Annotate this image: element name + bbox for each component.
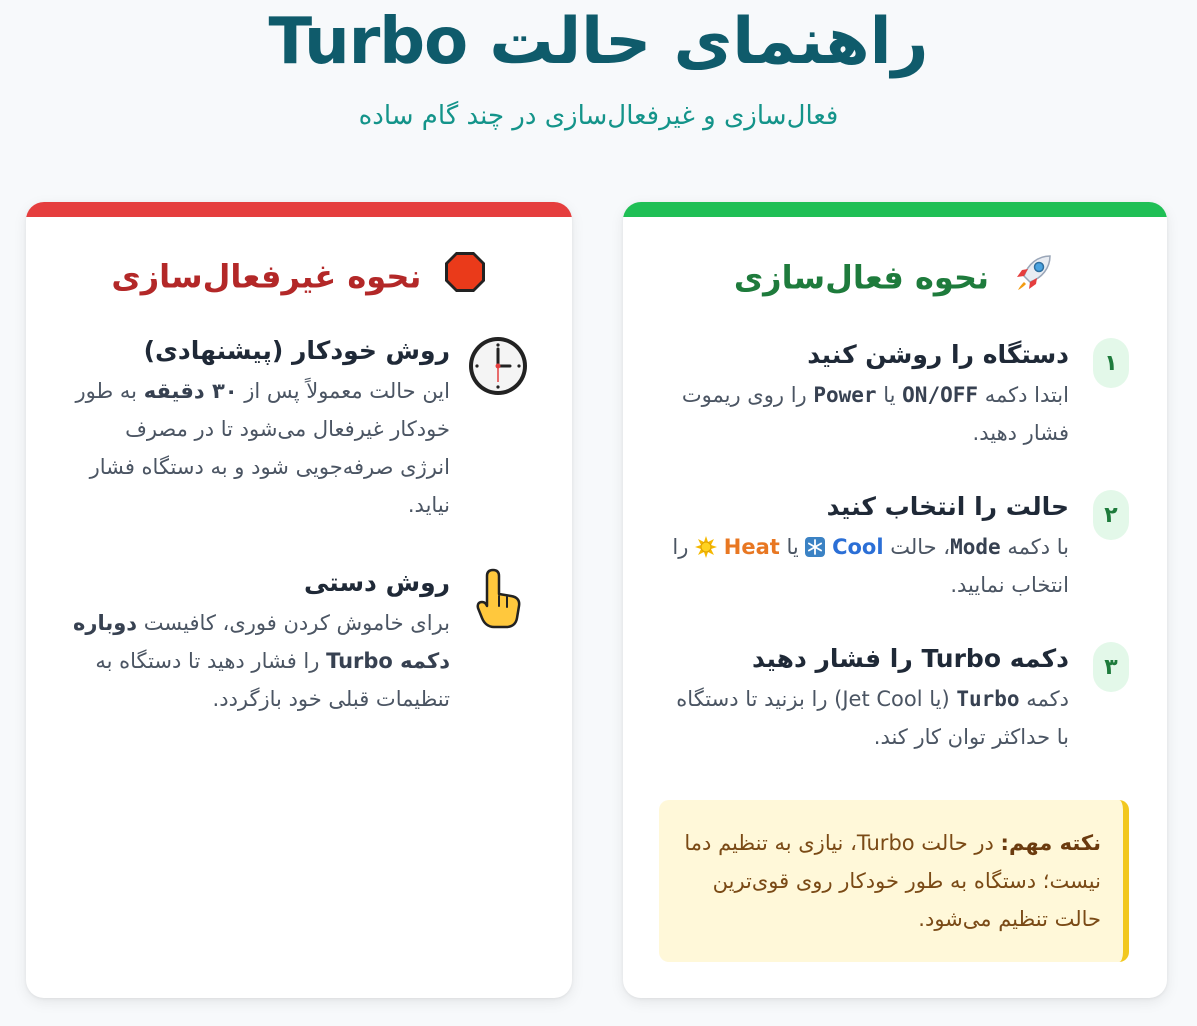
rocket-icon	[1010, 250, 1056, 309]
step-text-part: ابتدا دکمه	[978, 383, 1069, 407]
step-text-part: یا	[779, 535, 806, 559]
page-subtitle: فعال‌سازی و غیرفعال‌سازی در چند گام ساده	[358, 101, 839, 131]
snowflake-icon	[805, 535, 825, 559]
pointing-hand-icon	[466, 566, 530, 630]
step-title: دکمه Turbo را فشار دهید	[752, 644, 1069, 673]
deactivation-accent-bar	[26, 202, 572, 217]
clock-icon	[466, 334, 530, 398]
key-power: Power	[813, 383, 877, 407]
step-2	[659, 490, 1129, 610]
page-title: راهنمای حالت Turbo	[268, 5, 929, 79]
key-on-off: ON/OFF	[902, 383, 979, 407]
deactivation-title-text: نحوه غیرفعال‌سازی	[111, 257, 422, 296]
method-manual	[70, 566, 530, 726]
step-text-part: یا	[876, 383, 903, 407]
method-title: روش دستی	[303, 568, 450, 597]
activation-title	[623, 250, 1167, 309]
note-text: در حالت Turbo، نیازی به تنظیم دما نیست؛ دستگاه به طور خودکار روی قوی‌ترین حالت تنظیم می‌شود.	[684, 831, 1101, 931]
activation-card	[623, 202, 1167, 998]
method-body	[70, 566, 450, 718]
method-automatic	[70, 334, 530, 534]
important-note	[659, 800, 1129, 962]
step-text-part: ، حالت	[883, 535, 951, 559]
step-text-part: را انتخاب نمایید.	[672, 535, 1069, 597]
method-text-part: را فشار دهید تا دستگاه به تنظیمات قبلی خود بازگردد.	[95, 649, 450, 711]
method-text	[70, 604, 450, 718]
mode-cool: Cool	[832, 535, 884, 559]
step-title: دستگاه را روشن کنید	[807, 340, 1069, 369]
step-body	[669, 338, 1069, 452]
step-text-part: (یا Jet Cool) را بزنید تا دستگاه با حداکثر توان کار کند.	[676, 687, 1069, 749]
step-number-badge: ۱	[1093, 338, 1129, 388]
header	[0, 0, 1197, 134]
step-1	[659, 338, 1129, 458]
action-highlight: دوباره دکمه	[72, 611, 450, 673]
deactivation-card	[26, 202, 572, 998]
method-text-part: به طور خودکار غیرفعال می‌شود تا در مصرف انرژی صرفه‌جویی شود و به دستگاه فشار نیاید.	[75, 379, 450, 517]
stop-sign-icon	[443, 250, 487, 307]
step-text-part: را روی ریموت فشار دهید.	[681, 383, 1069, 445]
step-text	[669, 528, 1069, 604]
key-turbo: Turbo	[956, 687, 1020, 711]
step-text-part: دکمه	[1019, 687, 1069, 711]
step-body	[669, 490, 1069, 604]
method-title: روش خودکار (پیشنهادی)	[143, 336, 450, 365]
step-text	[669, 376, 1069, 452]
sun-icon	[695, 535, 717, 559]
step-body	[669, 642, 1069, 756]
note-label: نکته مهم:	[1000, 831, 1101, 855]
activation-accent-bar	[623, 202, 1167, 217]
step-number-badge: ۳	[1093, 642, 1129, 692]
method-body	[70, 334, 450, 524]
step-text-part: با دکمه	[1000, 535, 1069, 559]
mode-heat: Heat	[723, 535, 780, 559]
key-mode: Mode	[950, 535, 1001, 559]
turbo-highlight: Turbo	[326, 649, 393, 673]
method-text-part: این حالت معمولاً پس از	[237, 379, 450, 403]
step-title: حالت را انتخاب کنید	[826, 492, 1069, 521]
step-text	[669, 680, 1069, 756]
deactivation-title	[26, 250, 572, 307]
step-3	[659, 642, 1129, 762]
activation-title-text: نحوه فعال‌سازی	[733, 258, 990, 297]
duration-highlight: ۳۰ دقیقه	[143, 379, 238, 403]
method-text	[70, 372, 450, 524]
step-number-badge: ۲	[1093, 490, 1129, 540]
method-text-part: برای خاموش کردن فوری، کافیست	[137, 611, 450, 635]
